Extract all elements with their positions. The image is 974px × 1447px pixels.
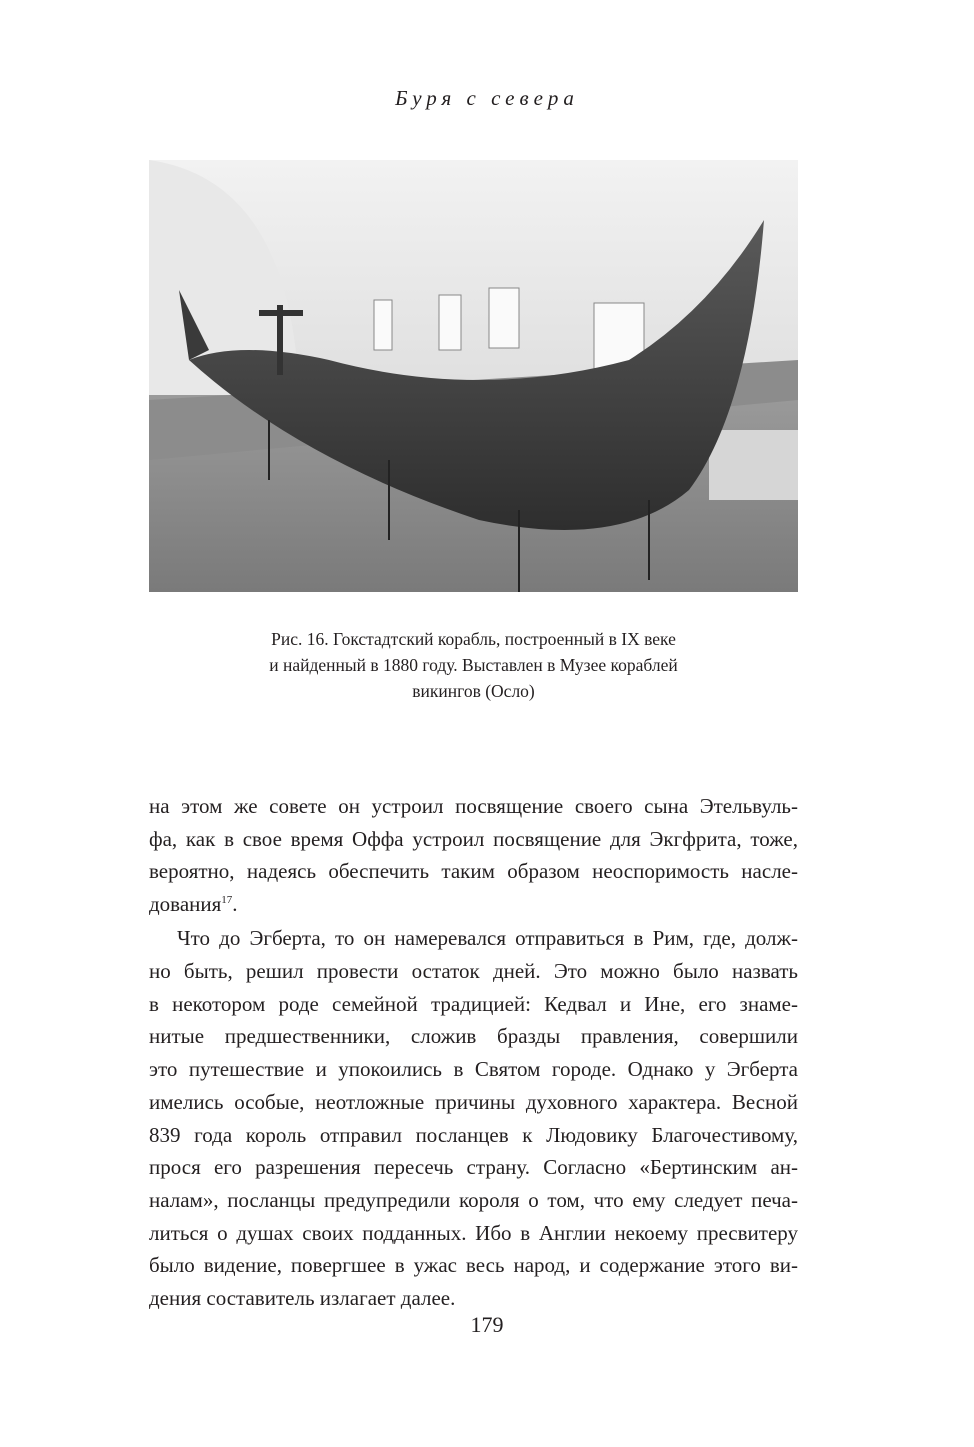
text-line: фа, как в свое время Оффа устроил посвящение для Экгфрита, тоже,	[149, 826, 798, 851]
text-fragment: дования	[149, 892, 222, 917]
text-line: но быть, решил провести остаток дней. Это можно было назвать	[149, 959, 798, 984]
text-line: 839 года король отправил посланцев к Людовику Благочестивому,	[149, 1122, 798, 1147]
text-fragment: .	[232, 892, 238, 917]
body-text	[149, 790, 798, 1315]
text-line: Что до Эгберта, то он намеревался отправиться в Рим, где, долж-	[177, 926, 798, 951]
text-line: прося его разрешения пересечь страну. Согласно «Бертинским ан-	[149, 1155, 798, 1180]
figure-photo-gokstad-ship	[149, 160, 798, 592]
text-line: на этом же совете он устроил посвящение своего сына Этельвуль-	[149, 794, 798, 818]
text-line	[149, 888, 798, 921]
caption-line: викингов (Осло)	[412, 681, 535, 701]
text-line: было видение, повергшее в ужас весь народ, и содержание этого ви-	[149, 1253, 798, 1278]
page-number: 179	[470, 1312, 504, 1337]
figure-caption	[149, 626, 798, 704]
text-line: в некотором роде семейной традицией: Кедвал и Ине, его знаме-	[149, 991, 798, 1016]
paragraph	[149, 790, 798, 921]
text-line: нитые предшественники, сложив бразды правления, совершили	[149, 1024, 798, 1049]
caption-line: и найденный в 1880 году. Выставлен в Музее кораблей	[269, 655, 678, 675]
text-line: дения составитель излагает далее.	[149, 1286, 456, 1311]
caption-line: Рис. 16. Гокстадтский корабль, построенный в IX веке	[271, 629, 676, 649]
paragraph	[149, 922, 798, 1314]
running-header: Буря с севера	[395, 86, 579, 110]
text-line: вероятно, надеясь обеспечить таким образом неоспоримость насле-	[149, 859, 798, 884]
text-line: литься о душах своих подданных. Ибо в Англии некоему пресвитеру	[149, 1220, 798, 1245]
text-line: имелись особые, неотложные причины духовного характера. Весной	[149, 1089, 798, 1114]
text-line: налам», посланцы предупредили короля о том, что ему следует печа-	[149, 1187, 798, 1212]
footnote-ref[interactable]: 17	[221, 894, 233, 907]
text-line: это путешествие и упокоились в Святом городе. Однако у Эгберта	[149, 1057, 798, 1082]
